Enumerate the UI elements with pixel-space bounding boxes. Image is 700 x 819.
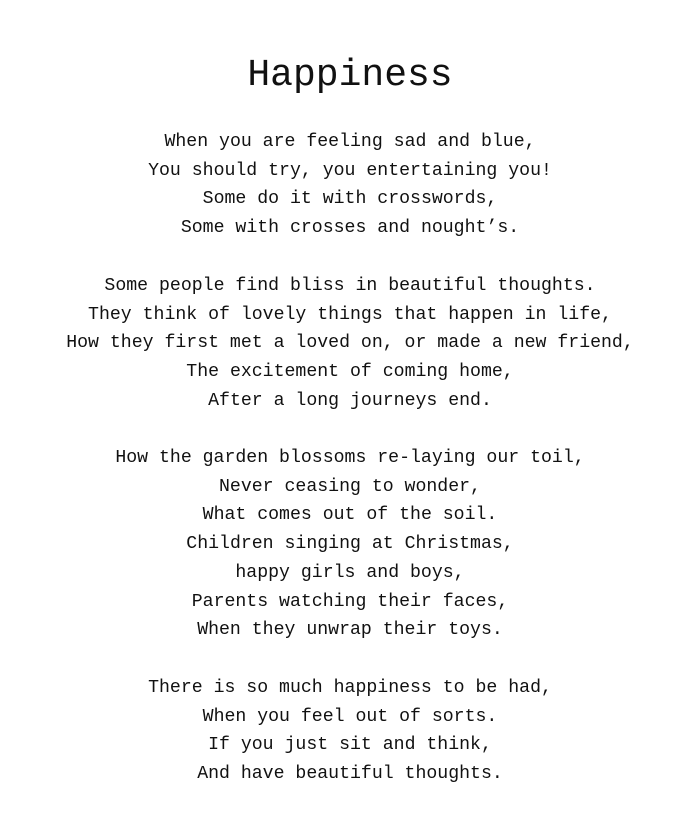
poem-line: You should try, you entertaining you! xyxy=(148,160,552,181)
poem-line: happy girls and boys, xyxy=(235,562,465,583)
poem-line: Some with crosses and nought’s. xyxy=(180,218,520,239)
poem-title: Happiness xyxy=(247,54,453,97)
poem-line: Parents watching their faces, xyxy=(191,591,509,612)
poem-line: What comes out of the soil. xyxy=(202,505,498,526)
poem-line: There is so much happiness to be had, xyxy=(148,678,552,698)
poem-line: If you just sit and think, xyxy=(208,735,492,756)
poem-line: Some people find bliss in beautiful thoughts. xyxy=(104,276,596,296)
stanza-2 xyxy=(0,272,700,416)
stanza-3 xyxy=(0,444,700,645)
poem-line: Never ceasing to wonder, xyxy=(219,476,481,497)
poem-line: Children singing at Christmas, xyxy=(186,534,514,555)
poem-line: Some do it with crosswords, xyxy=(202,189,498,210)
poem-line: When they unwrap their toys. xyxy=(197,620,503,641)
poem-line: When you feel out of sorts. xyxy=(202,706,498,727)
poem-line: How they first met a loved on, or made a new friend, xyxy=(66,333,634,354)
poem-line: They think of lovely things that happen in life, xyxy=(88,304,612,325)
poem-line: And have beautiful thoughts. xyxy=(197,764,503,785)
stanza-4 xyxy=(0,674,700,789)
poem-line: After a long journeys end. xyxy=(208,390,492,411)
poem-line: When you are feeling sad and blue, xyxy=(164,132,536,152)
poem-line: How the garden blossoms re-laying our toil, xyxy=(115,448,585,468)
stanza-1 xyxy=(0,128,700,243)
poem-line: The excitement of coming home, xyxy=(186,362,514,383)
